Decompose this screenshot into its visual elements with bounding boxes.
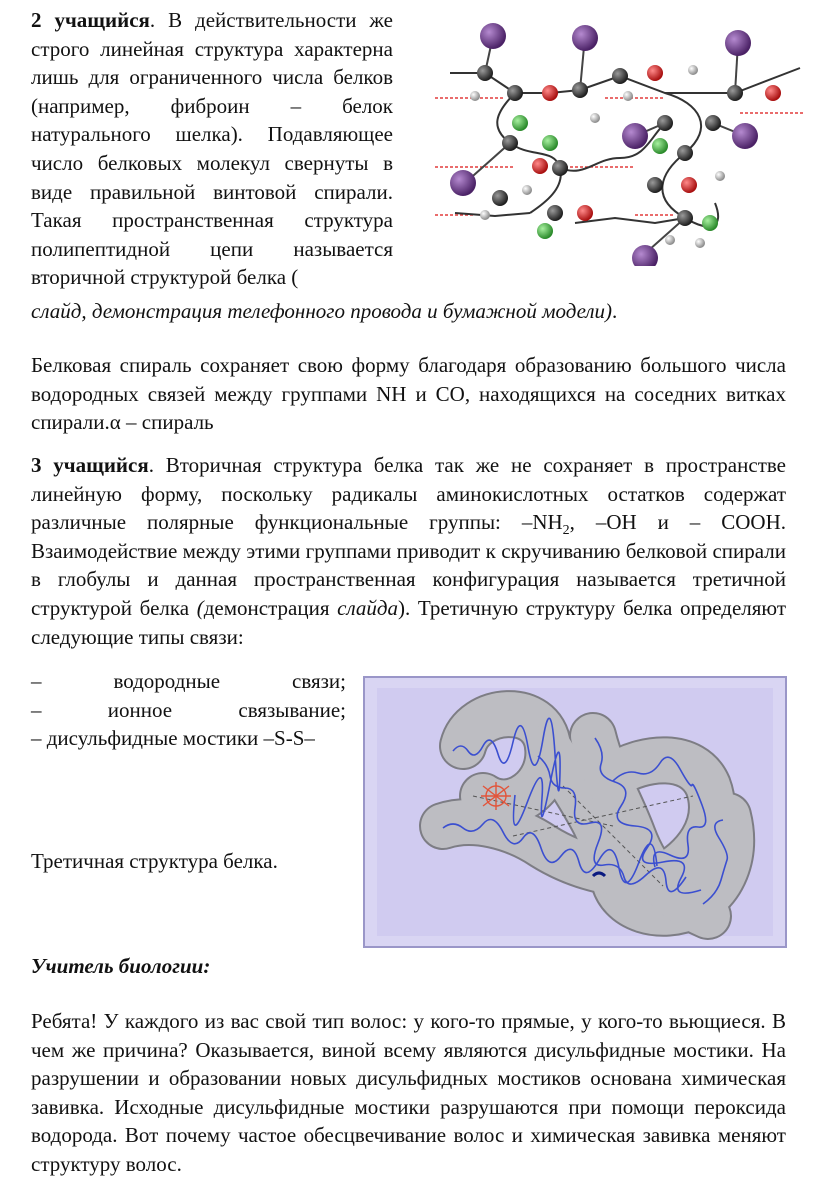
section-2-text	[31, 351, 786, 437]
speaker-2: 2 учащийся	[31, 8, 150, 32]
section-3-text: 3 учащийся. Вторичная структура белка так же не сохраняет в пространстве линейную форму, поскольку радикалы аминокислотных остатков содержат различные полярные функциональные группы: $-NH_2$, –OH и – COOH. Взаимодействие между этими группами приводит к скручиванию белковой спирали в глобулы и данная пространственная конфигурация называется третичной структурой белка (демонстрация слайда). Третичную структуру белка определяют следующие типы связи:	[31, 453, 787, 649]
speaker-3: 3 учащийся	[31, 453, 149, 477]
bond-hydrogen: – водородные связи;	[31, 669, 346, 693]
teacher-title: Учитель биологии:	[31, 954, 211, 978]
atoms	[450, 23, 781, 266]
helix-hbond-paragraph: Белковая спираль сохраняет свою форму благодаря образованию большого числа водородных связей между группами NH и CO, находящихся на соседних витках спирали.α – спираль	[31, 353, 786, 435]
bond-types-list	[31, 667, 346, 753]
section-1-body: . В действительности же строго линейная структура характерна лишь для ограниченного числа белков (например, фиброин – белок натурального шелка). Подавляющее число белковых молекул свернуты в виде правильной винтовой спирали. Такая пространственная структура полипептидной цепи называется вторичной структурой белка (	[31, 8, 393, 290]
alpha-helix-figure	[435, 18, 805, 266]
bond-disulfide: – дисульфидные мостики –S-S–	[31, 726, 315, 751]
hydrogen-bonds	[435, 98, 805, 215]
tertiary-caption: Третичная структура белка.	[31, 849, 278, 873]
tertiary-structure-figure	[363, 676, 787, 948]
section-1-italic: слайд, демонстрация телефонного провода и бумажной модели)	[31, 299, 613, 323]
teacher-paragraph: Ребята! У каждого из вас свой тип волос: у кого-то прямые, у кого-то вьющиеся. В чем же причина? Оказывается, виной всему являются дисульфидные мостики. На разрушении и образовании новых дисульфидных мостиков основана химическая завивка. Исходные дисульфидные мостики разрушаются при помощи пероксида водорода. Вот почему частое обесцвечивание волос и химическая завивка меняют структуру волос.	[31, 1009, 786, 1176]
tertiary-structure-illustration	[363, 676, 787, 948]
alpha-helix-illustration	[435, 18, 805, 266]
section-1-text	[31, 6, 393, 292]
bond-ionic: – ионное связывание;	[31, 697, 346, 722]
section-1-tail: слайд, демонстрация телефонного провода и бумажной модели).	[31, 299, 618, 323]
teacher-text	[31, 1007, 786, 1179]
